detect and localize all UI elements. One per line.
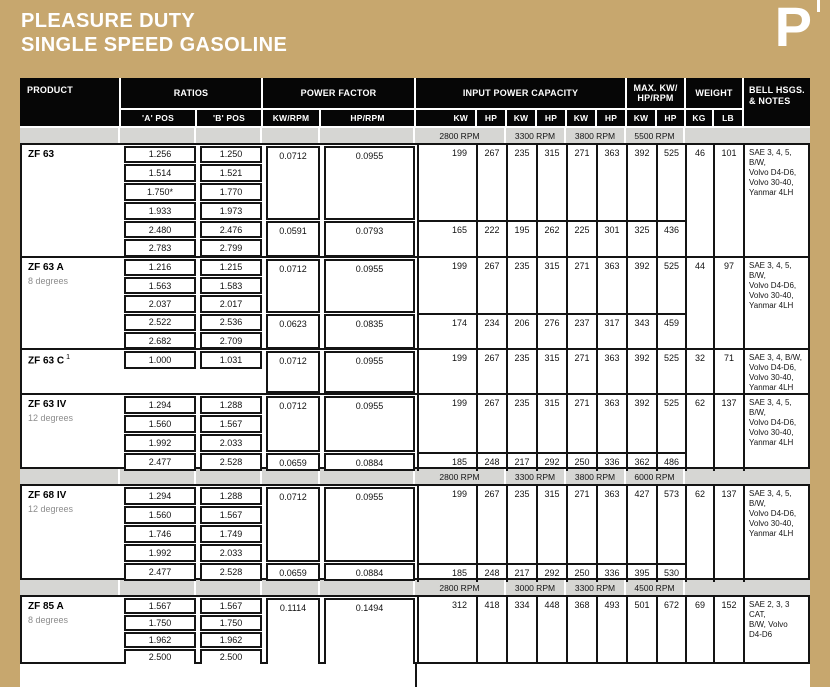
ratio-a-cell: 1.256 <box>124 146 196 164</box>
rpm-band-filler <box>262 469 318 484</box>
col-header-max-kw <box>627 78 684 108</box>
corner-tick-mark <box>817 0 820 12</box>
rpm-band-filler <box>685 128 810 143</box>
ratio-b-cell: 1.521 <box>200 164 262 182</box>
power-factor-hp-cell: 0.0955 <box>324 259 415 313</box>
weight-kg-cell: 62 <box>687 486 715 582</box>
ratio-a-cell: 2.477 <box>124 563 196 581</box>
weight-lb-cell: 97 <box>715 258 745 350</box>
input-power-value: 217 <box>508 563 538 582</box>
bell-note-line: SAE 3, 4, 5, B/W, <box>749 148 792 167</box>
ratio-a-cell: 1.216 <box>124 259 196 276</box>
rpm-band-filler <box>320 128 413 143</box>
input-power-value: 225 <box>568 220 598 258</box>
ratio-b-cell: 1.031 <box>200 351 262 369</box>
bell-note-line: SAE 3, 4, 5, B/W, <box>749 261 792 280</box>
bell-housing-notes <box>745 395 808 471</box>
power-factor-kw-cell: 0.0712 <box>266 351 320 393</box>
power-factor-kw-cell: 0.0712 <box>266 487 320 563</box>
bell-note-line: Volvo 30-40, <box>749 428 794 437</box>
subheader-kw-max: KW <box>627 110 655 126</box>
section-letter: P <box>774 0 812 58</box>
rpm-band-filler <box>262 128 318 143</box>
product-block-zf-85-a <box>20 595 810 664</box>
max-power-value: 525 <box>658 395 687 452</box>
rpm-band-filler <box>20 128 118 143</box>
ratio-a-cell: 1.563 <box>124 277 196 294</box>
input-power-value: 199 <box>417 145 478 220</box>
max-power-value: 573 <box>658 486 687 563</box>
bell-note-line: Yanmar 4LH <box>749 383 794 392</box>
input-power-value: 199 <box>417 395 478 452</box>
ratio-b-cell: 2.709 <box>200 332 262 349</box>
input-power-value: 235 <box>508 486 538 563</box>
ratio-a-cell: 2.480 <box>124 221 196 239</box>
page-header-band <box>0 0 830 78</box>
weight-lb-cell: 137 <box>715 395 745 471</box>
bell-note-line: Volvo D4-D6, <box>749 168 797 177</box>
input-power-value: 237 <box>568 313 598 350</box>
input-power-value: 334 <box>508 597 538 666</box>
ratio-a-cell: 2.477 <box>124 453 196 471</box>
product-name: ZF 63 <box>28 149 55 160</box>
subheader-kw-2: KW <box>507 110 535 126</box>
table-body <box>20 128 810 664</box>
bell-note-line: D4-D6 <box>749 630 773 639</box>
ratio-b-cell: 2.528 <box>200 563 262 581</box>
bell-note-line: Volvo D4-D6, <box>749 363 797 372</box>
bell-note-line: SAE 3, 4, 5, B/W, <box>749 489 792 508</box>
input-power-value: 315 <box>538 145 568 220</box>
rpm-band-filler <box>320 469 413 484</box>
col-header-bell-hsgs <box>744 78 810 126</box>
col-header-input-power: INPUT POWER CAPACITY <box>416 78 625 108</box>
input-power-value: 267 <box>478 145 508 220</box>
subheader-hp-1: HP <box>477 110 505 126</box>
ratio-b-cell: 1.567 <box>200 506 262 524</box>
input-power-value: 195 <box>508 220 538 258</box>
product-angle-note: 12 degrees <box>28 413 74 423</box>
input-power-value: 199 <box>417 486 478 563</box>
weight-kg-cell: 62 <box>687 395 715 471</box>
rpm-band-filler <box>196 469 260 484</box>
product-name: ZF 63 IV <box>28 399 67 410</box>
weight-kg-cell: 32 <box>687 350 715 393</box>
ratio-b-cell: 1.288 <box>200 396 262 414</box>
bell-note-line: B/W, Volvo <box>749 620 788 629</box>
page-title-line1: PLEASURE DUTY <box>21 10 196 32</box>
subheader-kw-3: KW <box>567 110 595 126</box>
ratio-a-cell: 2.037 <box>124 295 196 312</box>
input-power-value: 336 <box>598 563 628 582</box>
max-power-value: 427 <box>628 486 658 563</box>
input-power-value: 271 <box>568 350 598 393</box>
product-cell <box>22 395 122 471</box>
col-header-power-factor: POWER FACTOR <box>263 78 414 108</box>
bell-line2: & NOTES <box>749 96 791 106</box>
product-cell <box>22 597 122 666</box>
input-power-value: 165 <box>417 220 478 258</box>
max-power-value: 525 <box>658 145 687 220</box>
col-header-ratios: RATIOS <box>121 78 261 108</box>
page-title <box>21 9 287 57</box>
max-power-value: 325 <box>628 220 658 258</box>
max-power-value: 501 <box>628 597 658 666</box>
input-power-value: 448 <box>538 597 568 666</box>
input-power-value: 235 <box>508 395 538 452</box>
ratio-b-cell: 1.962 <box>200 632 262 648</box>
power-factor-kw-cell: 0.1114 <box>266 598 320 666</box>
product-block-zf-63-a <box>20 256 810 348</box>
power-factor-kw-cell: 0.0659 <box>266 453 320 471</box>
input-power-value: 222 <box>478 220 508 258</box>
input-power-value: 199 <box>417 350 478 393</box>
rpm-band-filler <box>20 469 118 484</box>
ratio-b-cell: 1.567 <box>200 415 262 433</box>
input-power-value: 248 <box>478 563 508 582</box>
max-power-value: 436 <box>658 220 687 258</box>
page-title-line2: SINGLE SPEED GASOLINE <box>21 34 288 56</box>
weight-lb-cell: 137 <box>715 486 745 582</box>
input-power-value: 217 <box>508 452 538 471</box>
ratio-b-cell: 1.750 <box>200 615 262 631</box>
input-power-value: 235 <box>508 258 538 313</box>
input-power-value: 235 <box>508 350 538 393</box>
max-power-value: 525 <box>658 350 687 393</box>
product-footnote-ref: 1 <box>64 354 70 361</box>
ratio-b-cell: 2.536 <box>200 314 262 331</box>
ratio-a-cell: 1.560 <box>124 415 196 433</box>
ratio-b-cell: 2.799 <box>200 239 262 257</box>
power-factor-hp-cell: 0.0955 <box>324 396 415 452</box>
product-name: ZF 63 A <box>28 262 64 273</box>
input-power-value: 262 <box>538 220 568 258</box>
input-power-value: 493 <box>598 597 628 666</box>
product-cell <box>22 486 122 582</box>
rpm-band <box>20 580 810 595</box>
input-power-value: 185 <box>417 563 478 582</box>
ratio-a-cell: 1.514 <box>124 164 196 182</box>
product-cell <box>22 258 122 350</box>
weight-lb-cell: 101 <box>715 145 745 258</box>
max-power-value: 486 <box>658 452 687 471</box>
subheader-kw-rpm: KW/RPM <box>263 110 319 126</box>
ratio-a-cell: 2.522 <box>124 314 196 331</box>
max-power-value: 392 <box>628 350 658 393</box>
ratio-a-cell: 2.783 <box>124 239 196 257</box>
subheader-hp-max: HP <box>657 110 684 126</box>
input-power-value: 363 <box>598 145 628 220</box>
bell-note-line: Volvo 30-40, <box>749 291 794 300</box>
table-footer <box>20 664 810 687</box>
rpm-band <box>20 469 810 484</box>
rpm-label-2800-rpm: 2800 RPM <box>415 128 504 143</box>
rpm-band-filler <box>196 580 260 595</box>
input-power-value: 368 <box>568 597 598 666</box>
ratio-a-cell: 1.294 <box>124 487 196 505</box>
product-name: ZF 68 IV <box>28 490 67 501</box>
max-power-value: 672 <box>658 597 687 666</box>
input-power-value: 271 <box>568 395 598 452</box>
bell-housing-notes <box>745 145 808 258</box>
input-power-value: 250 <box>568 452 598 471</box>
input-power-value: 267 <box>478 395 508 452</box>
col-header-weight: WEIGHT <box>686 78 742 108</box>
power-factor-hp-cell: 0.0884 <box>324 453 415 471</box>
power-factor-hp-cell: 0.0835 <box>324 314 415 350</box>
input-power-value: 315 <box>538 258 568 313</box>
input-power-value: 235 <box>508 145 538 220</box>
ratio-a-cell: 2.500 <box>124 649 196 665</box>
footer-column-line <box>415 664 417 687</box>
input-power-value: 248 <box>478 452 508 471</box>
product-angle-note: 12 degrees <box>28 504 74 514</box>
ratio-b-cell: 2.017 <box>200 295 262 312</box>
ratio-a-cell: 1.560 <box>124 506 196 524</box>
rpm-label-3300-rpm: 3300 RPM <box>566 580 624 595</box>
ratio-a-cell: 1.933 <box>124 202 196 220</box>
bell-note-line: Volvo D4-D6, <box>749 281 797 290</box>
bell-note-line: Yanmar 4LH <box>749 188 794 197</box>
max-power-value: 530 <box>658 563 687 582</box>
subheader-hp-2: HP <box>537 110 565 126</box>
rpm-label-6000-rpm: 6000 RPM <box>626 469 683 484</box>
ratio-b-cell: 1.749 <box>200 525 262 543</box>
ratio-b-cell: 1.567 <box>200 598 262 614</box>
rpm-label-2800-rpm: 2800 RPM <box>415 580 504 595</box>
ratio-a-cell: 1.992 <box>124 434 196 452</box>
ratio-b-cell: 1.215 <box>200 259 262 276</box>
weight-lb-cell: 152 <box>715 597 745 666</box>
bell-note-line: Volvo D4-D6, <box>749 509 797 518</box>
input-power-value: 250 <box>568 563 598 582</box>
input-power-value: 363 <box>598 258 628 313</box>
table-header <box>20 78 810 126</box>
bell-housing-notes <box>745 486 808 582</box>
input-power-value: 363 <box>598 395 628 452</box>
power-factor-kw-cell: 0.0659 <box>266 563 320 581</box>
max-power-value: 459 <box>658 313 687 350</box>
rpm-band-filler <box>685 580 810 595</box>
input-power-value: 267 <box>478 350 508 393</box>
rpm-label-3000-rpm: 3000 RPM <box>506 580 564 595</box>
input-power-value: 267 <box>478 486 508 563</box>
product-name: ZF 63 C $^1$ <box>28 354 70 367</box>
power-factor-hp-cell: 0.0793 <box>324 221 415 258</box>
rpm-band-filler <box>120 128 194 143</box>
subheader-hp-rpm: HP/RPM <box>321 110 414 126</box>
bell-note-line: Volvo 30-40, <box>749 178 794 187</box>
rpm-label-3300-rpm: 3300 RPM <box>506 469 564 484</box>
input-power-value: 363 <box>598 350 628 393</box>
input-power-value: 418 <box>478 597 508 666</box>
input-power-value: 199 <box>417 258 478 313</box>
subheader-b-pos: 'B' POS <box>197 110 261 126</box>
rpm-band-filler <box>20 580 118 595</box>
ratio-a-cell: 1.962 <box>124 632 196 648</box>
rpm-label-3300-rpm: 3300 RPM <box>506 128 564 143</box>
product-angle-note: 8 degrees <box>28 615 69 625</box>
max-power-value: 395 <box>628 563 658 582</box>
input-power-value: 206 <box>508 313 538 350</box>
ratio-a-cell: 1.567 <box>124 598 196 614</box>
input-power-value: 271 <box>568 486 598 563</box>
ratio-b-cell: 1.973 <box>200 202 262 220</box>
ratio-b-cell: 1.770 <box>200 183 262 201</box>
max-power-value: 362 <box>628 452 658 471</box>
rpm-label-3800-rpm: 3800 RPM <box>566 469 624 484</box>
col-header-product: PRODUCT <box>20 78 119 126</box>
subheader-hp-3: HP <box>597 110 625 126</box>
bell-note-line: SAE 3, 4, 5, B/W, <box>749 398 792 417</box>
ratio-a-cell: 1.746 <box>124 525 196 543</box>
power-factor-hp-cell: 0.0955 <box>324 146 415 220</box>
bell-note-line: Yanmar 4LH <box>749 438 794 447</box>
input-power-value: 315 <box>538 486 568 563</box>
rpm-band-filler <box>685 469 810 484</box>
input-power-value: 267 <box>478 258 508 313</box>
rpm-band-filler <box>120 580 194 595</box>
bell-note-line: Yanmar 4LH <box>749 301 794 310</box>
input-power-value: 174 <box>417 313 478 350</box>
ratio-a-cell: 1.000 <box>124 351 196 369</box>
subheader-lb: LB <box>714 110 742 126</box>
power-factor-kw-cell: 0.0623 <box>266 314 320 350</box>
bell-note-line: Yanmar 4LH <box>749 529 794 538</box>
power-factor-kw-cell: 0.0712 <box>266 259 320 313</box>
bell-note-line: SAE 2, 3, 3 CAT, <box>749 600 790 619</box>
bell-note-line: Volvo 30-40, <box>749 373 794 382</box>
bell-note-line: SAE 3, 4, B/W, <box>749 353 802 362</box>
input-power-value: 301 <box>598 220 628 258</box>
rpm-band <box>20 128 810 143</box>
ratio-a-cell: 1.992 <box>124 544 196 562</box>
weight-kg-cell: 44 <box>687 258 715 350</box>
input-power-value: 276 <box>538 313 568 350</box>
weight-lb-cell: 71 <box>715 350 745 393</box>
input-power-value: 363 <box>598 486 628 563</box>
rpm-label-4500-rpm: 4500 RPM <box>626 580 683 595</box>
ratio-b-cell: 2.528 <box>200 453 262 471</box>
bell-housing-notes <box>745 258 808 350</box>
max-power-value: 343 <box>628 313 658 350</box>
spec-table <box>20 78 810 687</box>
product-name: ZF 85 A <box>28 601 64 612</box>
ratio-b-cell: 2.500 <box>200 649 262 665</box>
max-power-value: 392 <box>628 145 658 220</box>
ratio-b-cell: 1.288 <box>200 487 262 505</box>
ratio-b-cell: 1.250 <box>200 146 262 164</box>
bell-housing-notes <box>745 597 808 666</box>
product-angle-note: 8 degrees <box>28 276 69 286</box>
subheader-kg: KG <box>686 110 712 126</box>
product-block-zf-63-c <box>20 348 810 393</box>
subheader-kw-1: KW <box>416 110 475 126</box>
ratio-a-cell: 1.294 <box>124 396 196 414</box>
power-factor-hp-cell: 0.0955 <box>324 351 415 393</box>
input-power-value: 271 <box>568 145 598 220</box>
power-factor-kw-cell: 0.0591 <box>266 221 320 258</box>
product-block-zf-68-iv <box>20 484 810 580</box>
input-power-value: 292 <box>538 563 568 582</box>
ratio-a-cell: 1.750 <box>124 615 196 631</box>
bell-line1: BELL HSGS. <box>749 85 805 95</box>
rpm-label-2800-rpm: 2800 RPM <box>415 469 504 484</box>
input-power-value: 336 <box>598 452 628 471</box>
input-power-value: 271 <box>568 258 598 313</box>
rpm-band-filler <box>196 128 260 143</box>
product-cell <box>22 145 122 258</box>
power-factor-kw-cell: 0.0712 <box>266 146 320 220</box>
max-power-value: 525 <box>658 258 687 313</box>
ratio-b-cell: 1.583 <box>200 277 262 294</box>
power-factor-kw-cell: 0.0712 <box>266 396 320 452</box>
max-power-value: 392 <box>628 258 658 313</box>
bell-housing-notes <box>745 350 808 393</box>
max-power-value: 392 <box>628 395 658 452</box>
subheader-a-pos: 'A' POS <box>121 110 195 126</box>
input-power-value: 317 <box>598 313 628 350</box>
max-kw-line2: HP/RPM <box>637 93 674 103</box>
product-block-zf-63 <box>20 143 810 256</box>
rpm-band-filler <box>262 580 318 595</box>
input-power-value: 315 <box>538 395 568 452</box>
rpm-label-3800-rpm: 3800 RPM <box>566 128 624 143</box>
power-factor-hp-cell: 0.1494 <box>324 598 415 666</box>
ratio-b-cell: 2.476 <box>200 221 262 239</box>
input-power-value: 292 <box>538 452 568 471</box>
rpm-band-filler <box>320 580 413 595</box>
input-power-value: 312 <box>417 597 478 666</box>
bell-note-line: Volvo D4-D6, <box>749 418 797 427</box>
input-power-value: 315 <box>538 350 568 393</box>
input-power-value: 234 <box>478 313 508 350</box>
ratio-b-cell: 2.033 <box>200 434 262 452</box>
weight-kg-cell: 46 <box>687 145 715 258</box>
product-cell <box>22 350 122 393</box>
input-power-value: 185 <box>417 452 478 471</box>
product-block-zf-63-iv <box>20 393 810 469</box>
max-kw-line1: MAX. KW/ <box>633 83 678 93</box>
power-factor-hp-cell: 0.0955 <box>324 487 415 563</box>
rpm-label-5500-rpm: 5500 RPM <box>626 128 683 143</box>
ratio-a-cell: 1.750* <box>124 183 196 201</box>
weight-kg-cell: 69 <box>687 597 715 666</box>
rpm-band-filler <box>120 469 194 484</box>
bell-note-line: Volvo 30-40, <box>749 519 794 528</box>
power-factor-hp-cell: 0.0884 <box>324 563 415 581</box>
ratio-a-cell: 2.682 <box>124 332 196 349</box>
ratio-b-cell: 2.033 <box>200 544 262 562</box>
